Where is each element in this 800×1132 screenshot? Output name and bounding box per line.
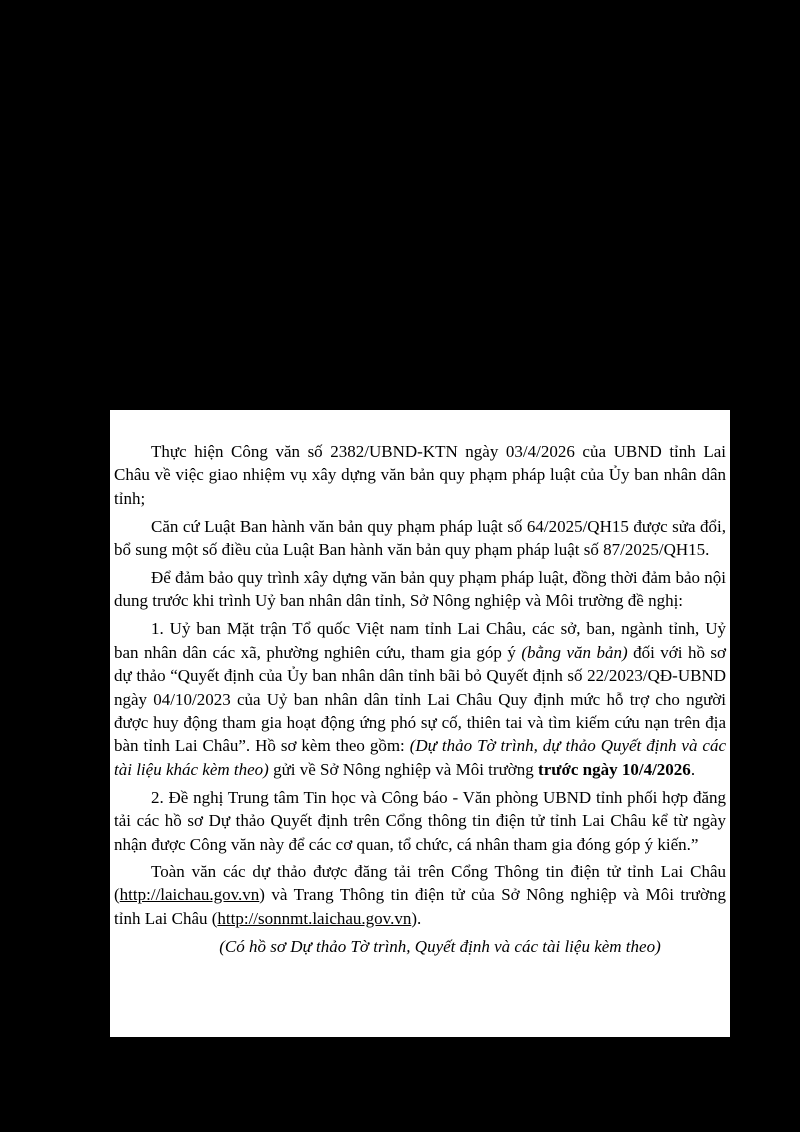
document-page (110, 410, 730, 1037)
item-1-attachments-note: (Dự thảo Tờ trình, dự thảo Quyết định và các tài liệu khác kèm theo) (114, 736, 726, 779)
item-1-send-to: gửi về Sở Nông nghiệp và Môi trường (268, 759, 539, 779)
item-1-written-note: (bằng văn bản) (521, 642, 628, 662)
publication-text: Toàn văn các dự thảo được đăng tải trên Cổng Thông tin điện tử tỉnh Lai Châu ( (114, 861, 726, 905)
paragraph-item-1 (114, 617, 726, 781)
item-1-deadline: trước ngày 10/4/2026 (538, 759, 691, 779)
sonnmt-site-link[interactable]: http://sonnmt.laichau.gov.vn (217, 908, 412, 928)
item-1-text: 1. Uỷ ban Mặt trận Tổ quốc Việt nam tỉnh Lai Châu, các sở, ban, ngành tỉnh, Uỷ ban nhân dân các xã, phường nghiên cứu, tham gia góp ý (114, 619, 726, 662)
item-1-end: . (690, 759, 696, 779)
publication-text-end: ). (411, 908, 422, 928)
laichau-portal-link[interactable]: http://laichau.gov.vn (119, 885, 260, 905)
paragraph-request-intro: Để đảm bảo quy trình xây dựng văn bản quy phạm pháp luật, đồng thời đảm bảo nội dung trước khi trình Uỷ ban nhân dân tỉnh, Sở Nông nghiệp và Môi trường đề nghị: (114, 568, 726, 611)
item-1-text-cont: đối với hồ sơ dự thảo “Quyết định của Ủy ban nhân dân tỉnh bãi bỏ Quyết định số 22/2023/QĐ-UBND ngày 04/10/2023 của Uỷ ban nhân dân tỉnh Lai Châu Quy định mức hỗ trợ cho người được huy động tham gia hoạt động ứng phó sự cố, thiên tai và tìm kiếm cứu nạn trên địa bàn tỉnh Lai Châu”. Hồ sơ kèm theo gồm: (114, 642, 727, 756)
publication-text-cont: ) và Trang Thông tin điện tử của Sở Nông nghiệp và Môi trường tỉnh Lai Châu ( (114, 885, 726, 928)
paragraph-implementation: Thực hiện Công văn số 2382/UBND-KTN ngày 03/4/2026 của UBND tỉnh Lai Châu về việc giao nhiệm vụ xây dựng văn bản quy phạm pháp luật của Ủy ban nhân dân tỉnh; (114, 442, 726, 508)
attachment-note: (Có hồ sơ Dự thảo Tờ trình, Quyết định và các tài liệu kèm theo) (219, 936, 661, 956)
paragraph-legal-basis: Căn cứ Luật Ban hành văn bản quy phạm pháp luật số 64/2025/QH15 được sửa đổi, bổ sung một số điều của Luật Ban hành văn bản quy phạm pháp luật số 87/2025/QH15. (114, 516, 726, 560)
paragraph-item-2: 2. Đề nghị Trung tâm Tin học và Công báo - Văn phòng UBND tỉnh phối hợp đăng tải các hồ sơ Dự thảo Quyết định trên Cổng thông tin điện tử tỉnh Lai Châu kể từ ngày nhận được Công văn này để các cơ quan, tổ chức, cá nhân tham gia đóng góp ý kiến.” (114, 787, 726, 854)
paragraph-publication (114, 860, 726, 930)
